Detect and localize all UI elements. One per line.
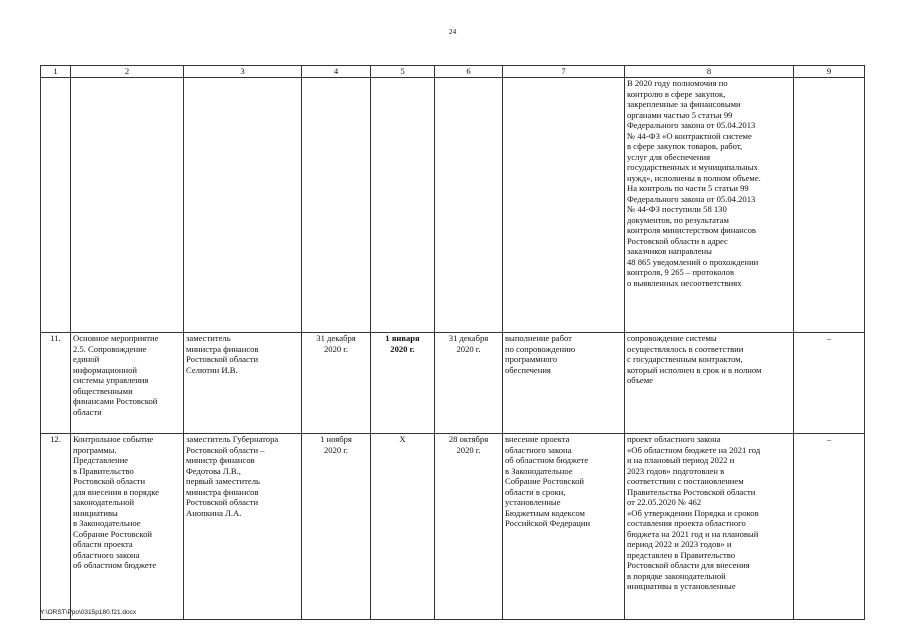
cell-planned-result: выполнение работ по сопровождению программного обеспечения <box>503 333 625 434</box>
cell-planned-date: 1 ноября 2020 г. <box>302 434 371 620</box>
cell-notes: – <box>794 333 865 434</box>
column-header: 1 <box>41 66 71 78</box>
column-header: 8 <box>625 66 794 78</box>
cell-actual-result: сопровождение системы осуществлялось в соответствии с государственным контрактом, который исполнен в срок и в полном объеме <box>625 333 794 434</box>
cell-responsible: заместитель Губернатора Ростовской области – министр финансов Федотова Л.В., первый заместитель министра финансов Ростовской области Анопкина Л.А. <box>184 434 302 620</box>
cell-notes: – <box>794 434 865 620</box>
cell-actual-end <box>435 78 503 333</box>
cell-actual-end: 28 октября 2020 г. <box>435 434 503 620</box>
cell-activity <box>71 78 184 333</box>
table-row <box>41 434 865 620</box>
bold-date: 1 января 2020 г. <box>385 333 420 354</box>
cell-num: 12. <box>41 434 71 620</box>
cell-planned-result <box>503 78 625 333</box>
column-header: 5 <box>371 66 435 78</box>
column-header: 6 <box>435 66 503 78</box>
page-number: 24 <box>448 27 457 36</box>
cell-actual-result: В 2020 году полномочия по контролю в сфере закупок, закрепленные за финансовыми органами частью 5 статьи 99 Федерального закона от 05.04.2013 № 44-ФЗ «О контрактной системе в сфере закупок товаров, работ, услуг для обеспечения государственных и муниципальных нужд», исполнены в полном объеме. На контроль по части 5 статьи 99 Федерального закона от 05.04.2013 № 44-ФЗ поступили 58 130 документов, по результатам контроля министерством финансов Ростовской области в адрес заказчиков направлены 48 865 уведомлений о прохождении контроля, 9 265 – протоколов о выявленных несоответствиях <box>625 78 794 333</box>
column-header: 3 <box>184 66 302 78</box>
cell-actual-result: проект областного закона «Об областном бюджете на 2021 год и на плановый период 2022 и 2023 годов» подготовлен в соответствии с постановлением Правительства Ростовской области от 22.05.2020 № 462 «Об утверждении Порядка и сроков составления проекта областного бюджета на 2021 год и на плановый период 2022 и 2023 годов» и представлен в Правительство Ростовской области для внесения в порядке законодательной инициативы в установленные <box>625 434 794 620</box>
column-number-row <box>41 66 865 78</box>
cell-activity: Основное мероприятие 2.5. Сопровождение единой информационной системы управления общественными финансами Ростовской области <box>71 333 184 434</box>
cell-num: 11. <box>41 333 71 434</box>
cell-activity: Контрольное событие программы. Представление в Правительство Ростовской области для внесения в порядке законодательной инициативы в Законодательное Собрание Ростовской области проекта областного закона об областном бюджете <box>71 434 184 620</box>
table-row <box>41 333 865 434</box>
cell-num <box>41 78 71 333</box>
cell-actual-start: Х <box>371 434 435 620</box>
cell-actual-end: 31 декабря 2020 г. <box>435 333 503 434</box>
table-row-continuation <box>41 78 865 333</box>
cell-planned-date: 31 декабря 2020 г. <box>302 333 371 434</box>
cell-responsible <box>184 78 302 333</box>
column-header: 9 <box>794 66 865 78</box>
column-header: 7 <box>503 66 625 78</box>
cell-responsible: заместитель министра финансов Ростовской области Селютин И.В. <box>184 333 302 434</box>
cell-planned-date <box>302 78 371 333</box>
column-header: 4 <box>302 66 371 78</box>
report-table <box>40 65 865 620</box>
cell-actual-start <box>371 333 435 434</box>
cell-planned-result: внесение проекта областного закона об областном бюджете в Законодательное Собрание Ростовской области в сроки, установленные Бюджетным кодексом Российской Федерации <box>503 434 625 620</box>
cell-notes <box>794 78 865 333</box>
column-header: 2 <box>71 66 184 78</box>
file-path-footer: Y:\ORST\Ppo\0315p180.f21.docx <box>40 609 137 616</box>
cell-actual-start <box>371 78 435 333</box>
